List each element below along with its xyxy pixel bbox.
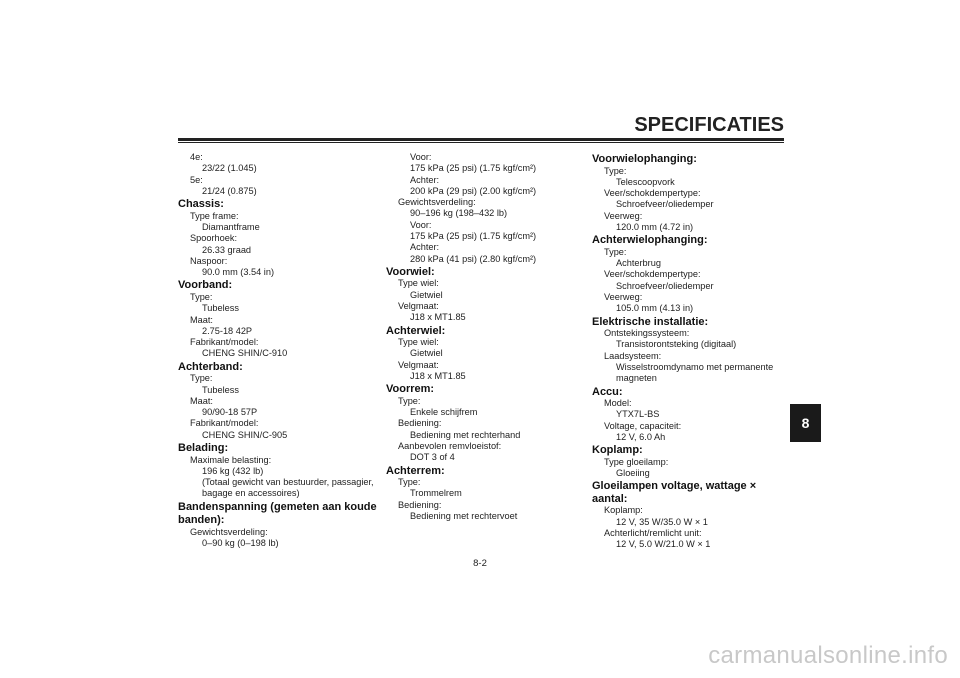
spec-label: Voor:	[410, 219, 432, 230]
spec-value: 90.0 mm (3.54 in)	[202, 267, 274, 278]
spec-label: J18 x MT1.85	[410, 371, 466, 382]
spec-label: Type gloeilamp:	[604, 456, 669, 467]
spec-label: Voor:	[410, 152, 432, 162]
spec-value: 200 kPa (29 psi) (2.00 kgf/cm²)	[410, 185, 537, 196]
spec-label: Achter:	[410, 242, 440, 253]
spec-label: Type:	[398, 477, 421, 488]
spec-value: bagage en accessoires)	[202, 488, 300, 499]
section-heading: Bandenspanning (gemeten aan koude	[178, 500, 377, 513]
spec-label: Achterlicht/remlicht unit:	[604, 527, 702, 538]
spec-label: Type:	[604, 165, 627, 176]
spec-label: magneten	[616, 373, 657, 384]
section-heading: Voorwiel:	[386, 265, 435, 278]
spec-label: Velgmaat:	[398, 359, 439, 370]
spec-label: Spoorhoek:	[190, 233, 237, 244]
spec-label: Type:	[190, 291, 213, 302]
spec-label: Veerweg:	[604, 291, 643, 302]
spec-column-1	[178, 152, 378, 549]
spec-label: Veer/schokdempertype:	[604, 269, 701, 280]
spec-label: Achter:	[410, 174, 440, 185]
spec-label: Gietwiel	[410, 289, 443, 300]
chapter-tab[interactable]: 8	[790, 404, 821, 442]
spec-value: 2.75-18 42P	[202, 325, 253, 336]
spec-label: 90–196 kg (198–432 lb)	[410, 208, 508, 219]
spec-value: Diamantframe	[202, 221, 260, 232]
spec-label: Maat:	[190, 395, 213, 406]
section-heading: Belading:	[178, 442, 229, 455]
spec-label: Telescoopvork	[616, 176, 675, 187]
spec-label: Type frame:	[190, 210, 239, 221]
spec-label: Aanbevolen remvloeistof:	[398, 441, 502, 452]
spec-label: Trommelrem	[410, 488, 462, 499]
spec-label: Transistorontsteking (digitaal)	[616, 339, 737, 350]
watermark: carmanualsonline.info	[708, 642, 948, 669]
spec-label: Type:	[604, 246, 627, 257]
spec-label: Naspoor:	[190, 255, 228, 266]
section-heading: Koplamp:	[592, 444, 643, 457]
spec-value: 26.33 graad	[202, 244, 252, 255]
spec-label: Ontstekingssysteem:	[604, 328, 690, 339]
spec-value: 21/24 (0.875)	[202, 185, 257, 196]
spec-label: Type wiel:	[398, 278, 439, 289]
section-heading: Voorrem:	[386, 383, 435, 396]
spec-label: 12 V, 5.0 W/21.0 W × 1	[616, 539, 711, 550]
spec-label: DOT 3 of 4	[410, 452, 455, 463]
spec-label: Veer/schokdempertype:	[604, 188, 701, 199]
section-heading: Chassis:	[178, 198, 224, 211]
spec-label: 12 V, 6.0 Ah	[616, 431, 666, 442]
spec-label: Enkele schijfrem	[410, 407, 478, 418]
spec-value: CHENG SHIN/C-905	[202, 429, 288, 440]
spec-value: Tubeless	[202, 384, 239, 395]
page-number: 8-2	[473, 558, 487, 569]
spec-label: Koplamp:	[604, 505, 643, 516]
spec-label: Bediening:	[398, 499, 442, 510]
spec-label: Schroefveer/oliedemper	[616, 280, 714, 291]
spec-column-3	[592, 152, 792, 551]
section-heading: Gloeilampen voltage, wattage × aantal:	[592, 480, 757, 505]
spec-label: Gewichtsverdeling:	[190, 526, 268, 537]
spec-column-2	[386, 152, 566, 522]
page-title: SPECIFICATIES	[634, 114, 784, 136]
spec-label: Type:	[190, 373, 213, 384]
spec-value: 23/22 (1.045)	[202, 163, 257, 174]
spec-label: Schroefveer/oliedemper	[616, 199, 714, 210]
section-heading: Elektrische installatie:	[592, 315, 709, 328]
spec-label: Velgmaat:	[398, 301, 439, 312]
header-rule	[178, 138, 784, 141]
spec-label: Bediening met rechtervoet	[410, 511, 518, 522]
spec-label: YTX7L-BS	[616, 409, 660, 420]
spec-value: 175 kPa (25 psi) (1.75 kgf/cm²)	[410, 163, 537, 174]
spec-value: 196 kg (432 lb)	[202, 465, 264, 476]
spec-label: Veerweg:	[604, 210, 643, 221]
section-heading: Accu:	[592, 385, 623, 398]
spec-value: (Totaal gewicht van bestuurder, passagier,	[202, 477, 374, 488]
spec-label: Model:	[604, 398, 632, 409]
spec-label: Voltage, capaciteit:	[604, 420, 682, 431]
spec-label: Bediening:	[398, 418, 442, 429]
spec-value: 0–90 kg (0–198 lb)	[202, 538, 279, 549]
section-heading: Achterband:	[178, 360, 243, 373]
section-heading: banden):	[178, 514, 225, 527]
spec-value: Tubeless	[202, 303, 239, 314]
section-heading: Achterwielophanging:	[592, 234, 708, 247]
spec-label: 120.0 mm (4.72 in)	[616, 221, 694, 232]
spec-label: Type wiel:	[398, 337, 439, 348]
spec-label: Laadsysteem:	[604, 350, 662, 361]
spec-value: 280 kPa (41 psi) (2.80 kgf/cm²)	[410, 253, 537, 264]
spec-label: 105.0 mm (4.13 in)	[616, 303, 694, 314]
section-heading: Achterwiel:	[386, 324, 446, 337]
spec-value: CHENG SHIN/C-910	[202, 348, 288, 359]
spec-label: 4e:	[190, 152, 203, 162]
section-heading: Achterrem:	[386, 464, 445, 477]
spec-label: Wisselstroomdynamo met permanente	[616, 361, 774, 372]
spec-label: Gloeiing	[616, 468, 650, 479]
spec-label: Maat:	[190, 314, 213, 325]
section-heading: Voorband:	[178, 279, 233, 292]
spec-label: Type:	[398, 395, 421, 406]
spec-label: Gewichtsverdeling:	[398, 197, 476, 208]
spec-label: Maximale belasting:	[190, 454, 272, 465]
spec-label: Gietwiel	[410, 348, 443, 359]
spec-label: 5e:	[190, 174, 203, 185]
section-heading: Voorwielophanging:	[592, 153, 697, 165]
spec-label: Bediening met rechterhand	[410, 429, 521, 440]
spec-label: 12 V, 35 W/35.0 W × 1	[616, 516, 708, 527]
spec-label: J18 x MT1.85	[410, 312, 466, 323]
spec-value: 175 kPa (25 psi) (1.75 kgf/cm²)	[410, 231, 537, 242]
spec-value: 90/90-18 57P	[202, 407, 258, 418]
spec-label: Fabrikant/model:	[190, 337, 259, 348]
spec-label: Achterbrug	[616, 258, 661, 269]
header-rule-thin	[178, 142, 784, 143]
spec-label: Fabrikant/model:	[190, 418, 259, 429]
